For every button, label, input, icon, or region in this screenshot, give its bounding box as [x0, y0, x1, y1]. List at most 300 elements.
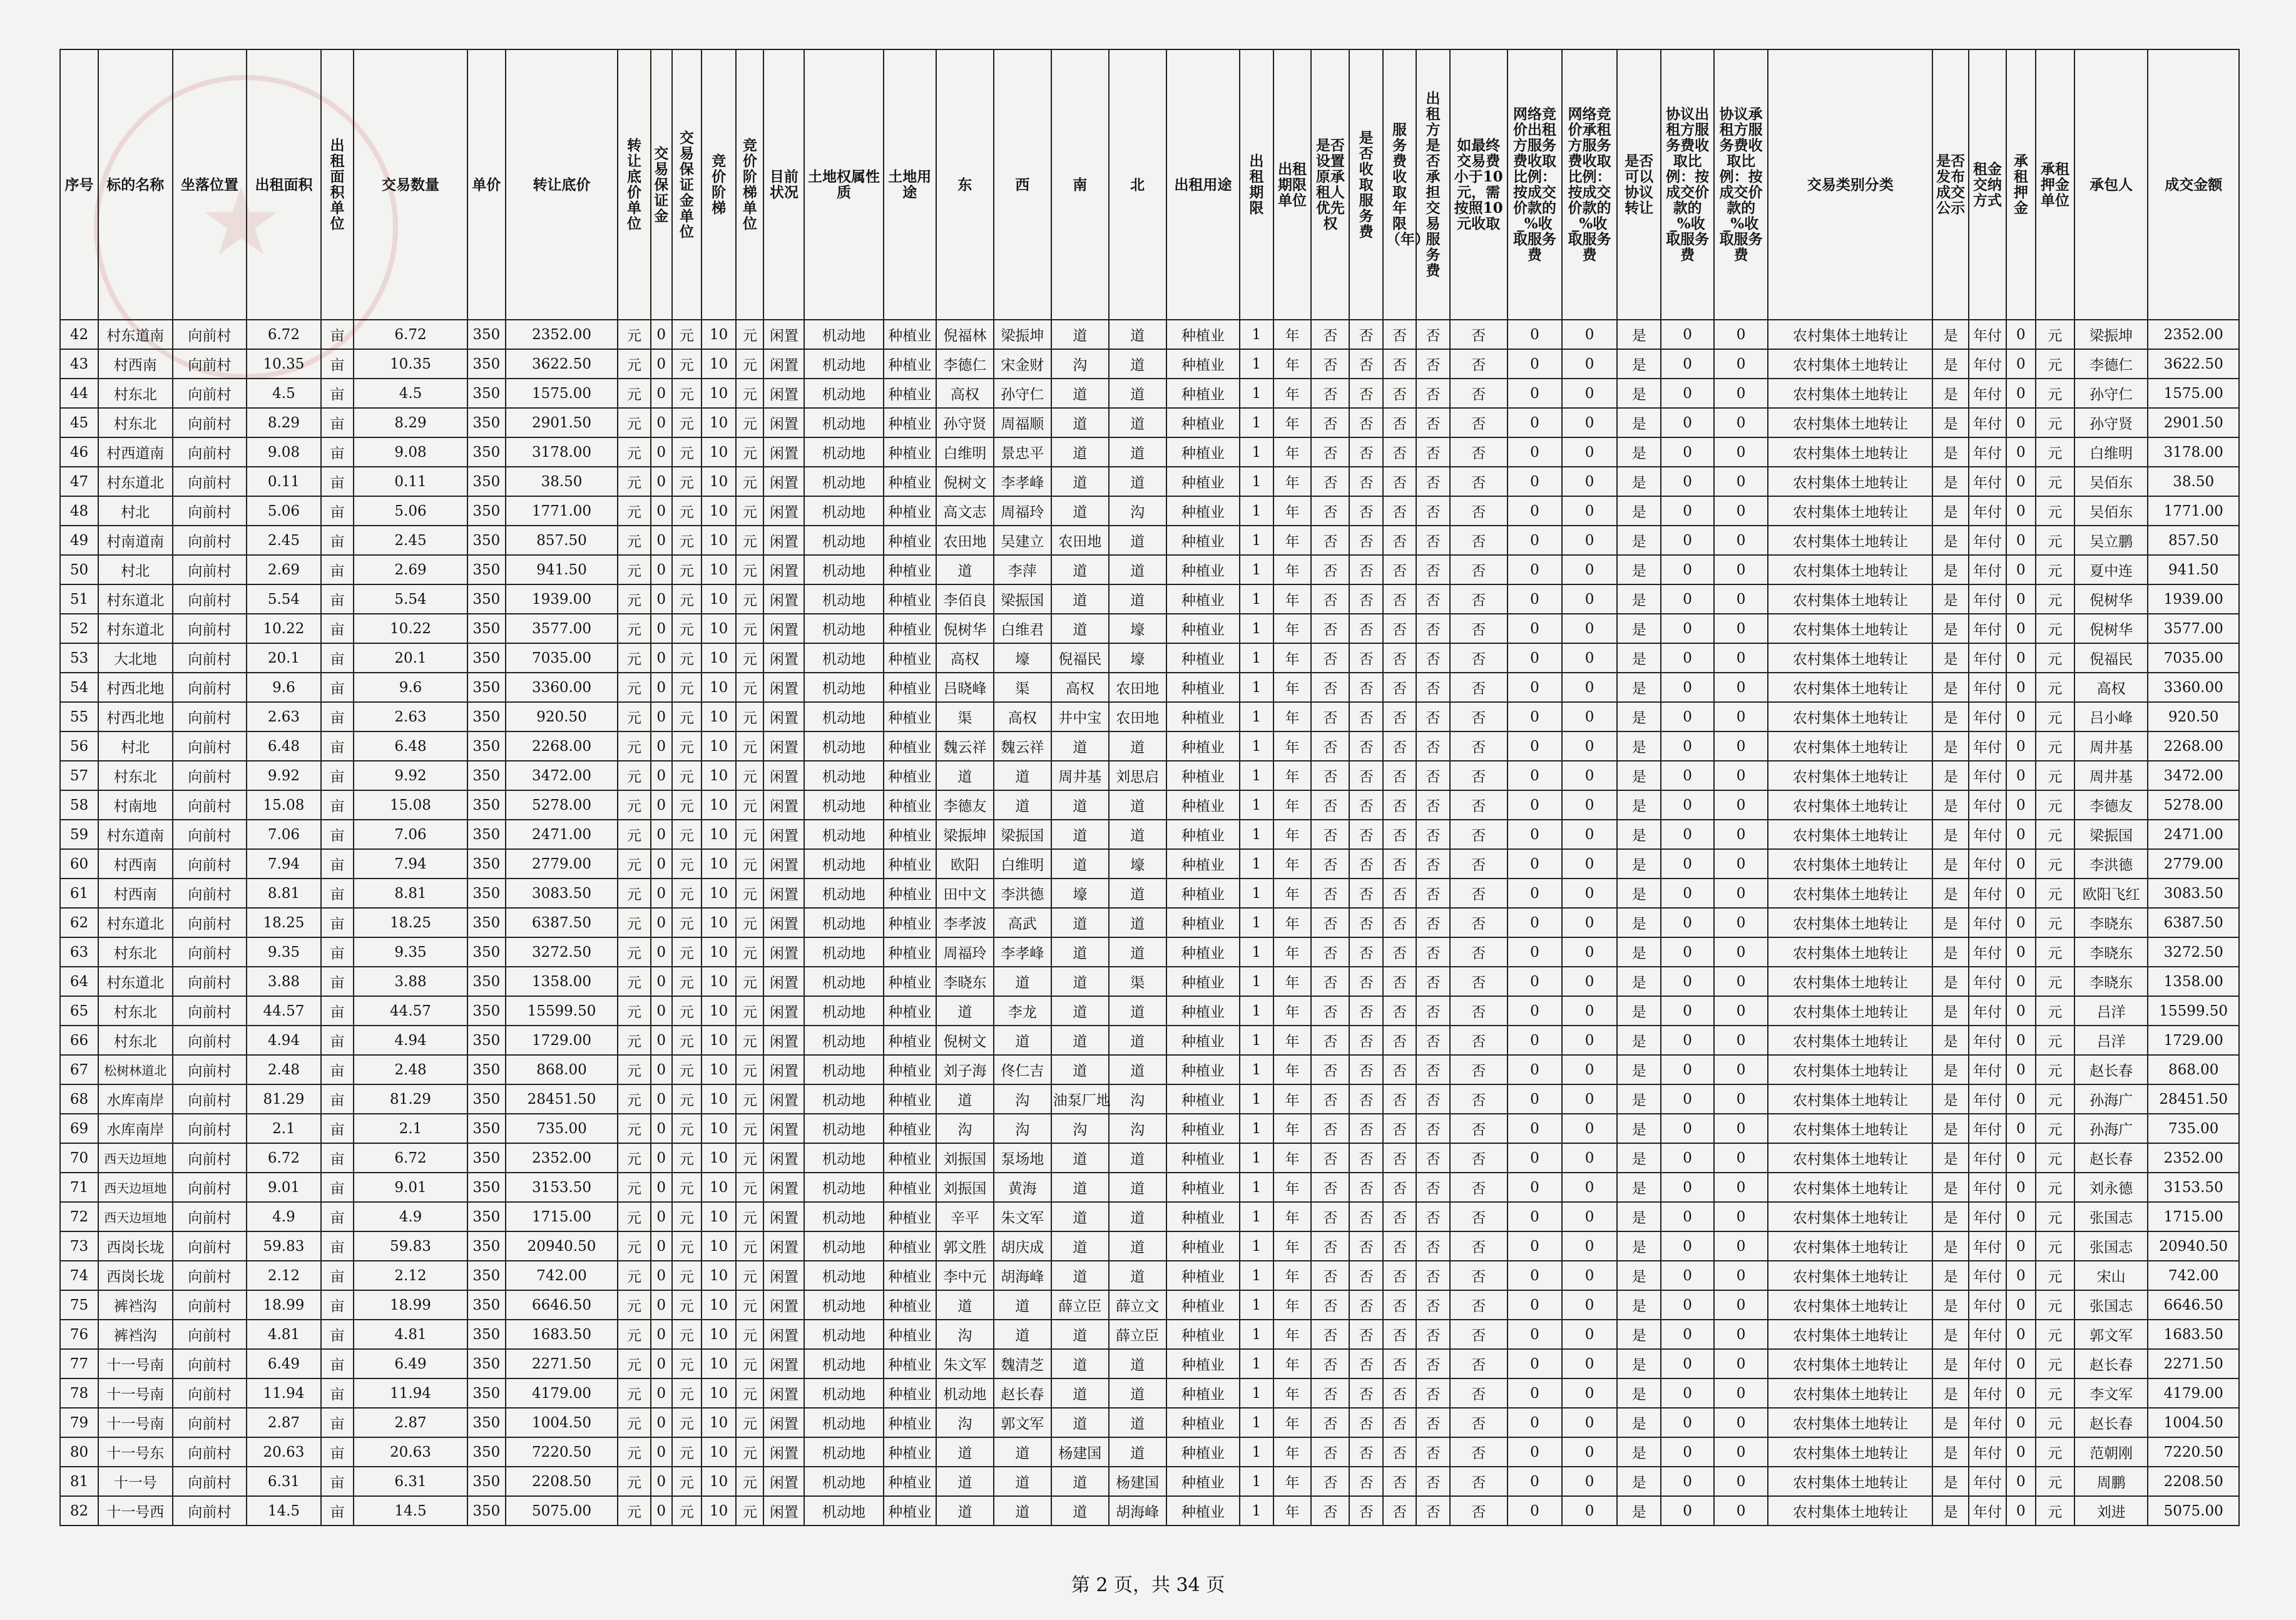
table-cell: 920.50 — [2148, 702, 2239, 731]
table-cell: 向前村 — [173, 937, 247, 967]
table-cell: 否 — [1383, 584, 1416, 614]
table-cell: 元 — [2036, 349, 2074, 379]
table-cell: 是 — [1932, 1055, 1969, 1084]
table-cell: 0 — [1661, 1290, 1713, 1320]
table-cell: 是 — [1932, 937, 1969, 967]
table-cell: 高文志 — [936, 496, 994, 526]
table-cell: 1 — [1240, 1202, 1273, 1231]
column-header: 交易保证金单位 — [672, 49, 702, 320]
table-cell: 种植业 — [884, 1026, 936, 1055]
table-cell: 0 — [651, 996, 672, 1026]
table-cell: 否 — [1450, 820, 1508, 849]
table-row — [60, 555, 2239, 584]
table-cell: 元 — [672, 996, 702, 1026]
table-cell: 否 — [1349, 1378, 1382, 1408]
table-cell: 0.11 — [354, 467, 467, 496]
table-cell: 0 — [1562, 908, 1617, 937]
table-cell: 元 — [672, 1349, 702, 1378]
table-cell: 350 — [467, 1202, 506, 1231]
table-cell: 元 — [672, 1026, 702, 1055]
table-cell: 种植业 — [1166, 1084, 1240, 1114]
table-cell: 闲置 — [763, 820, 804, 849]
table-cell: 0 — [1562, 526, 1617, 555]
table-cell: 0 — [1714, 320, 1768, 349]
table-cell: 否 — [1349, 1084, 1382, 1114]
table-cell: 农村集体土地转让 — [1768, 731, 1932, 761]
table-cell: 元 — [618, 1496, 650, 1526]
table-cell: 道 — [1109, 996, 1166, 1026]
table-cell: 否 — [1450, 1467, 1508, 1496]
table-cell: 郭文军 — [994, 1408, 1051, 1437]
table-cell: 是 — [1617, 1173, 1661, 1202]
table-cell: 0 — [1562, 1290, 1617, 1320]
table-cell: 7035.00 — [506, 643, 618, 673]
table-cell: 道 — [1109, 320, 1166, 349]
table-cell: 48 — [60, 496, 98, 526]
table-cell: 6.49 — [247, 1349, 321, 1378]
table-cell: 0 — [1661, 1143, 1713, 1173]
table-cell: 否 — [1311, 555, 1349, 584]
table-cell: 亩 — [321, 937, 354, 967]
table-cell: 年 — [1273, 584, 1312, 614]
table-cell: 0 — [2006, 614, 2036, 643]
table-cell: 0 — [1508, 526, 1563, 555]
table-cell: 0 — [1714, 790, 1768, 820]
table-cell: 机动地 — [804, 1349, 883, 1378]
table-cell: 否 — [1311, 379, 1349, 408]
table-cell: 元 — [736, 1378, 763, 1408]
table-cell: 道 — [1051, 820, 1109, 849]
table-cell: 机动地 — [804, 820, 883, 849]
table-cell: 0 — [1714, 1055, 1768, 1084]
table-cell: 350 — [467, 790, 506, 820]
table-cell: 6.48 — [247, 731, 321, 761]
table-cell: 0 — [1714, 731, 1768, 761]
table-cell: 否 — [1311, 1378, 1349, 1408]
table-cell: 否 — [1416, 1143, 1449, 1173]
table-cell: 亩 — [321, 614, 354, 643]
table-cell: 年付 — [1969, 1026, 2006, 1055]
table-cell: 元 — [618, 1408, 650, 1437]
table-cell: 杨建国 — [1109, 1467, 1166, 1496]
table-cell: 10 — [702, 1114, 737, 1143]
table-cell: 3622.50 — [2148, 349, 2239, 379]
table-cell: 种植业 — [1166, 761, 1240, 790]
table-cell: 0 — [1508, 702, 1563, 731]
table-cell: 2.12 — [354, 1261, 467, 1290]
table-cell: 高权 — [994, 702, 1051, 731]
table-cell: 元 — [618, 1084, 650, 1114]
table-cell: 道 — [1109, 437, 1166, 467]
table-cell: 否 — [1349, 379, 1382, 408]
table-row — [60, 996, 2239, 1026]
table-cell: 吕晓峰 — [936, 673, 994, 702]
table-cell: 沟 — [994, 1114, 1051, 1143]
table-cell: 0 — [651, 1026, 672, 1055]
table-cell: 村西道南 — [98, 437, 173, 467]
table-cell: 种植业 — [1166, 908, 1240, 937]
table-cell: 元 — [672, 496, 702, 526]
table-cell: 种植业 — [1166, 526, 1240, 555]
table-cell: 农村集体土地转让 — [1768, 1467, 1932, 1496]
table-cell: 1 — [1240, 937, 1273, 967]
table-cell: 6.31 — [247, 1467, 321, 1496]
table-cell: 1 — [1240, 408, 1273, 437]
table-cell: 元 — [672, 1084, 702, 1114]
table-cell: 村东道北 — [98, 584, 173, 614]
table-cell: 年付 — [1969, 614, 2006, 643]
table-cell: 向前村 — [173, 1055, 247, 1084]
table-cell: 元 — [672, 584, 702, 614]
table-cell: 2471.00 — [2148, 820, 2239, 849]
table-cell: 0 — [1562, 1114, 1617, 1143]
table-cell: 3153.50 — [506, 1173, 618, 1202]
table-cell: 亩 — [321, 673, 354, 702]
table-cell: 是 — [1617, 379, 1661, 408]
table-cell: 0 — [1661, 437, 1713, 467]
table-cell: 6.72 — [354, 320, 467, 349]
table-cell: 农村集体土地转让 — [1768, 761, 1932, 790]
table-cell: 是 — [1932, 1408, 1969, 1437]
table-cell: 是 — [1617, 702, 1661, 731]
table-cell: 机动地 — [804, 849, 883, 879]
table-cell: 2352.00 — [506, 1143, 618, 1173]
table-cell: 1 — [1240, 908, 1273, 937]
table-cell: 否 — [1311, 349, 1349, 379]
table-cell: 闲置 — [763, 790, 804, 820]
table-cell: 农村集体土地转让 — [1768, 673, 1932, 702]
table-cell: 种植业 — [884, 673, 936, 702]
table-cell: 941.50 — [506, 555, 618, 584]
table-cell: 否 — [1450, 467, 1508, 496]
table-cell: 0 — [1508, 1261, 1563, 1290]
table-cell: 年 — [1273, 1261, 1312, 1290]
table-cell: 0 — [1714, 1084, 1768, 1114]
table-cell: 0 — [2006, 496, 2036, 526]
table-cell: 4179.00 — [506, 1378, 618, 1408]
table-cell: 种植业 — [884, 467, 936, 496]
table-cell: 是 — [1617, 526, 1661, 555]
table-cell: 元 — [672, 1173, 702, 1202]
table-cell: 0 — [1508, 1114, 1563, 1143]
table-cell: 元 — [672, 1290, 702, 1320]
table-cell: 28451.50 — [506, 1084, 618, 1114]
table-cell: 农村集体土地转让 — [1768, 555, 1932, 584]
table-cell: 否 — [1450, 1143, 1508, 1173]
table-cell: 年 — [1273, 555, 1312, 584]
table-cell: 亩 — [321, 584, 354, 614]
table-cell: 元 — [2036, 673, 2074, 702]
table-row — [60, 702, 2239, 731]
table-cell: 道 — [994, 1290, 1051, 1320]
table-cell: 是 — [1932, 849, 1969, 879]
table-cell: 梁振坤 — [994, 320, 1051, 349]
table-row — [60, 790, 2239, 820]
table-cell: 西天边垣地 — [98, 1143, 173, 1173]
table-cell: 道 — [1051, 614, 1109, 643]
table-cell: 否 — [1383, 1261, 1416, 1290]
table-cell: 道 — [1109, 820, 1166, 849]
table-cell: 否 — [1349, 1026, 1382, 1055]
table-cell: 67 — [60, 1055, 98, 1084]
table-cell: 年付 — [1969, 1202, 2006, 1231]
table-cell: 否 — [1349, 761, 1382, 790]
table-cell: 否 — [1349, 1173, 1382, 1202]
table-cell: 否 — [1311, 1114, 1349, 1143]
table-cell: 种植业 — [1166, 555, 1240, 584]
table-cell: 68 — [60, 1084, 98, 1114]
table-cell: 是 — [1617, 1290, 1661, 1320]
table-cell: 李龙 — [994, 996, 1051, 1026]
table-cell: 否 — [1311, 967, 1349, 996]
table-cell: 否 — [1311, 1290, 1349, 1320]
table-cell: 是 — [1932, 349, 1969, 379]
table-cell: 道 — [1109, 790, 1166, 820]
table-cell: 0 — [651, 320, 672, 349]
table-cell: 闲置 — [763, 349, 804, 379]
table-cell: 10 — [702, 996, 737, 1026]
table-cell: 10 — [702, 555, 737, 584]
table-cell: 元 — [2036, 1173, 2074, 1202]
table-cell: 渠 — [936, 702, 994, 731]
table-cell: 1 — [1240, 1026, 1273, 1055]
table-cell: 道 — [994, 1320, 1051, 1349]
table-cell: 否 — [1416, 673, 1449, 702]
table-cell: 向前村 — [173, 349, 247, 379]
table-cell: 350 — [467, 702, 506, 731]
table-cell: 11.94 — [247, 1378, 321, 1408]
table-cell: 薛立臣 — [1109, 1320, 1166, 1349]
table-cell: 20940.50 — [506, 1231, 618, 1261]
table-cell: 辛平 — [936, 1202, 994, 1231]
table-cell: 0 — [1562, 555, 1617, 584]
table-cell: 亩 — [321, 1202, 354, 1231]
table-cell: 10.22 — [354, 614, 467, 643]
table-cell: 否 — [1383, 1143, 1416, 1173]
table-cell: 0 — [1508, 1467, 1563, 1496]
table-row — [60, 1290, 2239, 1320]
table-cell: 10 — [702, 526, 737, 555]
table-cell: 元 — [736, 673, 763, 702]
table-cell: 种植业 — [1166, 1202, 1240, 1231]
table-cell: 周福顺 — [994, 408, 1051, 437]
table-cell: 否 — [1311, 1496, 1349, 1526]
table-cell: 是 — [1617, 849, 1661, 879]
table-cell: 高权 — [1051, 673, 1109, 702]
table-cell: 元 — [736, 849, 763, 879]
table-cell: 元 — [2036, 820, 2074, 849]
table-cell: 元 — [2036, 1378, 2074, 1408]
table-cell: 年 — [1273, 1467, 1312, 1496]
table-cell: 0 — [1508, 1320, 1563, 1349]
table-cell: 742.00 — [2148, 1261, 2239, 1290]
table-cell: 壕 — [1051, 879, 1109, 908]
table-cell: 景忠平 — [994, 437, 1051, 467]
table-cell: 941.50 — [2148, 555, 2239, 584]
table-cell: 种植业 — [1166, 320, 1240, 349]
table-cell: 是 — [1932, 702, 1969, 731]
table-cell: 向前村 — [173, 1496, 247, 1526]
table-cell: 李文军 — [2074, 1378, 2148, 1408]
table-cell: 村西北地 — [98, 673, 173, 702]
table-cell: 种植业 — [1166, 614, 1240, 643]
table-cell: 2.69 — [247, 555, 321, 584]
table-cell: 道 — [1109, 731, 1166, 761]
table-cell: 宋金财 — [994, 349, 1051, 379]
table-cell: 年付 — [1969, 937, 2006, 967]
table-cell: 闲置 — [763, 1378, 804, 1408]
table-row — [60, 614, 2239, 643]
table-cell: 元 — [736, 643, 763, 673]
table-cell: 年 — [1273, 820, 1312, 849]
table-cell: 闲置 — [763, 908, 804, 937]
table-cell: 种植业 — [1166, 408, 1240, 437]
table-cell: 亩 — [321, 643, 354, 673]
table-cell: 否 — [1349, 908, 1382, 937]
table-cell: 否 — [1383, 526, 1416, 555]
table-cell: 否 — [1349, 1143, 1382, 1173]
table-cell: 2208.50 — [506, 1467, 618, 1496]
table-cell: 否 — [1416, 879, 1449, 908]
table-cell: 0 — [651, 1055, 672, 1084]
table-cell: 道 — [1109, 1349, 1166, 1378]
table-cell: 元 — [672, 937, 702, 967]
table-cell: 亩 — [321, 1496, 354, 1526]
table-cell: 否 — [1450, 643, 1508, 673]
table-cell: 年付 — [1969, 820, 2006, 849]
table-cell: 否 — [1383, 1290, 1416, 1320]
table-cell: 年付 — [1969, 1261, 2006, 1290]
table-cell: 农村集体土地转让 — [1768, 1378, 1932, 1408]
table-cell: 亩 — [321, 1231, 354, 1261]
table-cell: 向前村 — [173, 731, 247, 761]
table-cell: 魏云祥 — [936, 731, 994, 761]
table-cell: 道 — [1051, 1349, 1109, 1378]
table-cell: 0 — [2006, 673, 2036, 702]
table-cell: 1 — [1240, 1143, 1273, 1173]
table-cell: 1 — [1240, 467, 1273, 496]
table-cell: 82 — [60, 1496, 98, 1526]
table-cell: 否 — [1416, 379, 1449, 408]
table-cell: 年付 — [1969, 1290, 2006, 1320]
table-row — [60, 1496, 2239, 1526]
table-cell: 元 — [618, 437, 650, 467]
column-header: 土地用途 — [884, 49, 936, 320]
table-cell: 742.00 — [506, 1261, 618, 1290]
table-cell: 0 — [651, 1231, 672, 1261]
table-cell: 0 — [651, 1408, 672, 1437]
table-cell: 0 — [651, 584, 672, 614]
table-cell: 0 — [1661, 731, 1713, 761]
table-cell: 年 — [1273, 1173, 1312, 1202]
table-cell: 否 — [1349, 349, 1382, 379]
table-cell: 350 — [467, 731, 506, 761]
table-cell: 0 — [651, 349, 672, 379]
table-cell: 2352.00 — [506, 320, 618, 349]
table-cell: 否 — [1383, 1320, 1416, 1349]
table-cell: 0 — [2006, 349, 2036, 379]
table-cell: 年 — [1273, 379, 1312, 408]
table-cell: 十一号西 — [98, 1496, 173, 1526]
table-cell: 种植业 — [1166, 1378, 1240, 1408]
table-cell: 种植业 — [1166, 820, 1240, 849]
table-cell: 350 — [467, 820, 506, 849]
table-cell: 向前村 — [173, 1084, 247, 1114]
table-cell: 向前村 — [173, 1026, 247, 1055]
table-cell: 元 — [672, 614, 702, 643]
table-cell: 胡庆成 — [994, 1231, 1051, 1261]
table-cell: 10 — [702, 379, 737, 408]
table-cell: 是 — [1617, 1437, 1661, 1467]
table-cell: 否 — [1311, 643, 1349, 673]
table-cell: 孙海广 — [2074, 1114, 2148, 1143]
table-row — [60, 1143, 2239, 1173]
table-cell: 道 — [1109, 1143, 1166, 1173]
table-cell: 机动地 — [804, 1467, 883, 1496]
table-cell: 否 — [1383, 879, 1416, 908]
table-cell: 年 — [1273, 408, 1312, 437]
table-cell: 是 — [1932, 320, 1969, 349]
table-cell: 否 — [1349, 1202, 1382, 1231]
table-cell: 元 — [618, 1173, 650, 1202]
table-cell: 年 — [1273, 967, 1312, 996]
table-cell: 0 — [1661, 1055, 1713, 1084]
table-cell: 0 — [1661, 1320, 1713, 1349]
table-cell: 亩 — [321, 731, 354, 761]
table-cell: 元 — [672, 1320, 702, 1349]
table-cell: 机动地 — [804, 496, 883, 526]
table-cell: 0 — [2006, 1261, 2036, 1290]
table-cell: 350 — [467, 937, 506, 967]
table-cell: 吴佰东 — [2074, 496, 2148, 526]
table-cell: 9.6 — [354, 673, 467, 702]
table-cell: 元 — [672, 673, 702, 702]
table-cell: 18.25 — [354, 908, 467, 937]
table-cell: 0 — [1661, 937, 1713, 967]
table-cell: 否 — [1416, 1114, 1449, 1143]
table-cell: 闲置 — [763, 614, 804, 643]
table-cell: 向前村 — [173, 1378, 247, 1408]
table-cell: 1004.50 — [506, 1408, 618, 1437]
table-cell: 闲置 — [763, 1084, 804, 1114]
table-cell: 0 — [1714, 1378, 1768, 1408]
table-cell: 元 — [2036, 555, 2074, 584]
table-cell: 46 — [60, 437, 98, 467]
table-cell: 闲置 — [763, 761, 804, 790]
table-cell: 机动地 — [804, 1173, 883, 1202]
table-cell: 1729.00 — [506, 1026, 618, 1055]
table-cell: 元 — [2036, 614, 2074, 643]
table-cell: 元 — [2036, 849, 2074, 879]
table-cell: 种植业 — [884, 584, 936, 614]
table-cell: 梁振国 — [994, 820, 1051, 849]
table-cell: 种植业 — [1166, 496, 1240, 526]
table-cell: 0 — [2006, 702, 2036, 731]
table-cell: 否 — [1450, 408, 1508, 437]
table-cell: 0 — [1661, 408, 1713, 437]
table-cell: 种植业 — [884, 555, 936, 584]
table-cell: 0 — [2006, 937, 2036, 967]
table-cell: 0 — [1714, 1320, 1768, 1349]
table-cell: 否 — [1349, 937, 1382, 967]
table-cell: 元 — [736, 937, 763, 967]
table-cell: 0 — [651, 1084, 672, 1114]
table-cell: 0 — [1562, 1143, 1617, 1173]
table-cell: 350 — [467, 1055, 506, 1084]
table-cell: 0 — [2006, 526, 2036, 555]
table-cell: 是 — [1617, 731, 1661, 761]
table-cell: 元 — [618, 614, 650, 643]
